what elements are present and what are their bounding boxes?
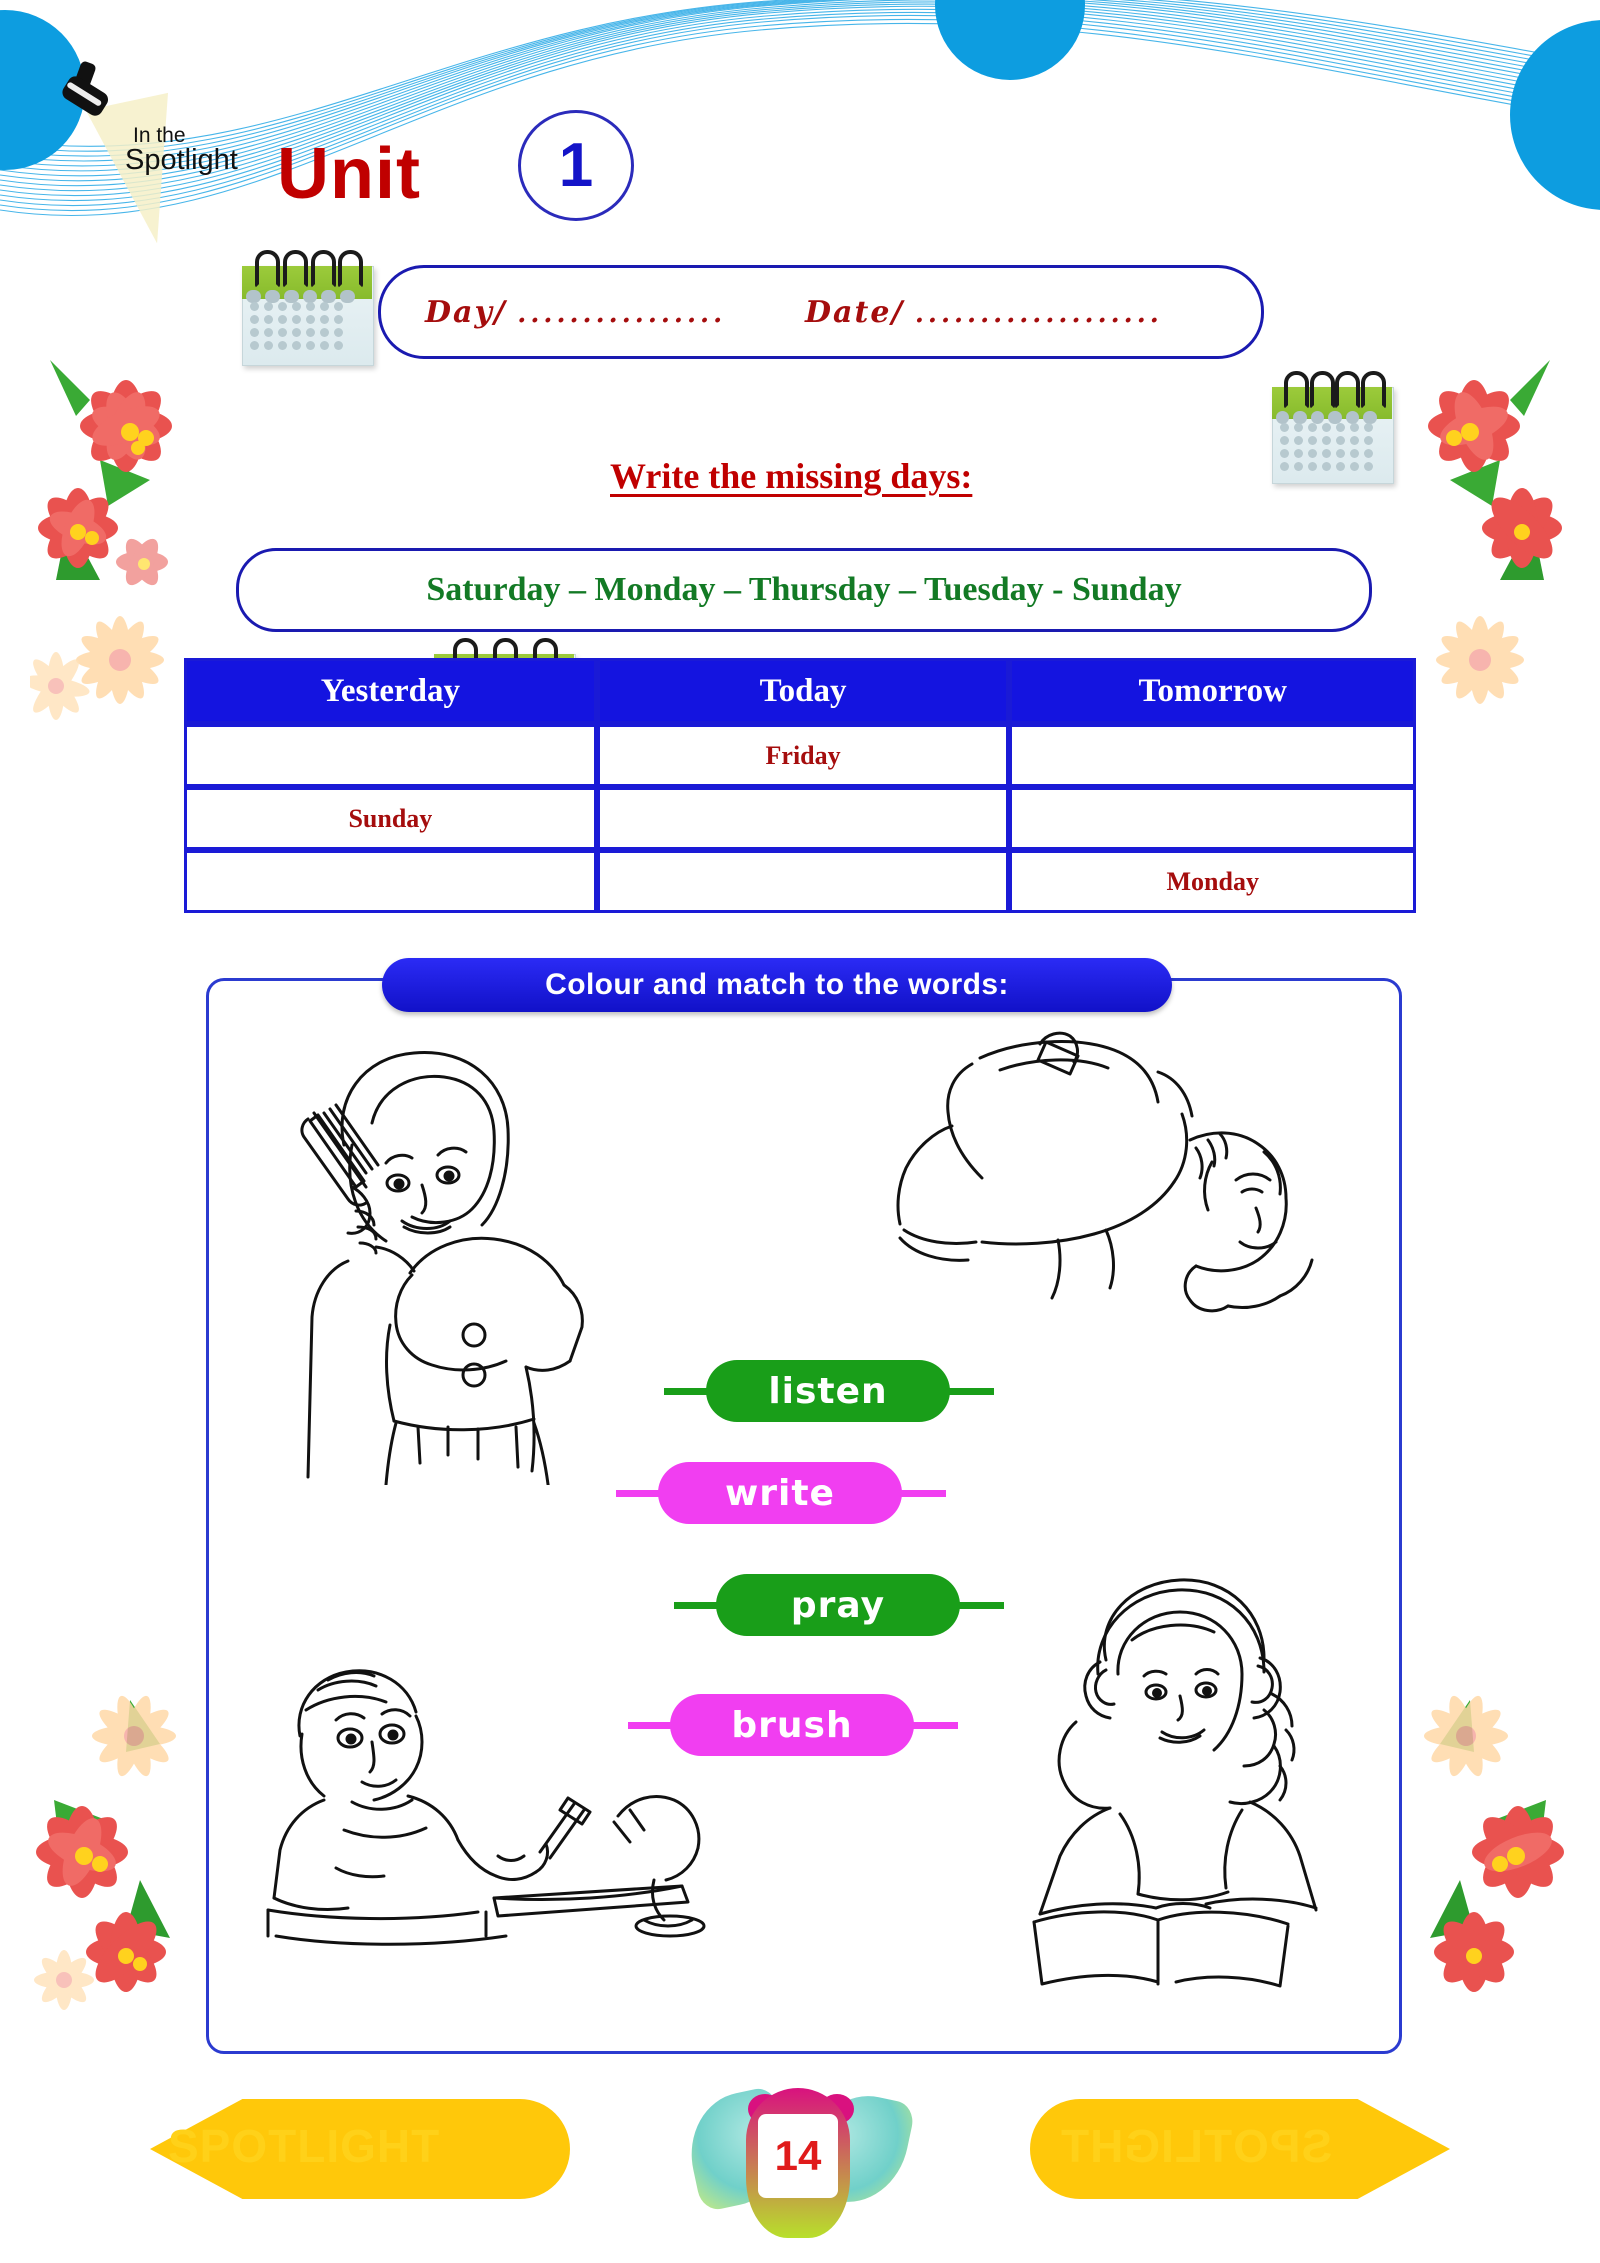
- flower-decoration-bottom-left: [30, 1680, 200, 2080]
- word-pill-pray[interactable]: [716, 1574, 960, 1636]
- picture-man-praying[interactable]: [860, 1030, 1380, 1330]
- cell-tomorrow-2[interactable]: [1009, 787, 1416, 850]
- word-pill-listen[interactable]: [706, 1360, 950, 1422]
- footer-brand-right: SPOTLIGHT: [1060, 2120, 1333, 2172]
- word-label-write: write: [725, 1472, 835, 1514]
- lead-line-pray-right: [956, 1602, 1004, 1609]
- exercise-1-title: Write the missing days:: [610, 456, 973, 496]
- word-pill-write[interactable]: [658, 1462, 902, 1524]
- page-number-badge: [700, 2088, 900, 2248]
- word-label-listen: listen: [768, 1370, 888, 1412]
- lead-line-listen-left: [664, 1388, 712, 1395]
- day-blank[interactable]: ................: [517, 298, 727, 329]
- picture-girl-listening-headphones[interactable]: [1010, 1570, 1360, 2000]
- cell-yesterday-3[interactable]: [184, 850, 597, 913]
- word-bank-pill: [236, 548, 1372, 632]
- decorative-circle-right: [1510, 20, 1600, 210]
- cell-tomorrow-3[interactable]: Monday: [1009, 850, 1416, 913]
- spotlight-logo-text: [125, 125, 238, 175]
- unit-number: 1: [558, 130, 594, 200]
- exercise-2-title: Colour and match to the words:: [545, 968, 1009, 1001]
- table-row: [184, 787, 1416, 850]
- table-row: [184, 850, 1416, 913]
- date-label: Date/: [805, 294, 905, 330]
- date-blank[interactable]: ...................: [914, 298, 1163, 329]
- exercise-2-banner: [382, 958, 1172, 1012]
- picture-girl-brushing-hair[interactable]: [252, 1035, 592, 1485]
- word-bank-text: Saturday – Monday – Thursday – Tuesday - Sunday: [426, 571, 1182, 608]
- lead-line-write-left: [616, 1490, 664, 1497]
- lead-line-pray-left: [674, 1602, 722, 1609]
- word-pill-brush[interactable]: [670, 1694, 914, 1756]
- cell-tomorrow-1[interactable]: [1009, 724, 1416, 787]
- cell-yesterday-1[interactable]: [184, 724, 597, 787]
- lead-line-write-right: [898, 1490, 946, 1497]
- footer-brand-left: SPOTLIGHT: [168, 2120, 441, 2172]
- logo-line-1: In the: [133, 124, 186, 147]
- decorative-circle-top: [935, 0, 1085, 80]
- spotlight-lamp-icon: [55, 58, 133, 136]
- calendar-icon-right: [1262, 365, 1382, 487]
- day-label: Day/: [425, 294, 507, 330]
- column-header-yesterday: Yesterday: [184, 658, 597, 724]
- word-label-pray: pray: [790, 1584, 886, 1626]
- unit-title: Unit: [277, 134, 421, 214]
- table-row: [184, 724, 1416, 787]
- page-number: 14: [774, 2132, 822, 2179]
- cell-today-1[interactable]: Friday: [597, 724, 1010, 787]
- cell-today-3[interactable]: [597, 850, 1010, 913]
- unit-number-circle: [518, 110, 634, 221]
- days-table: [184, 658, 1416, 913]
- flower-decoration-bottom-right: [1400, 1680, 1570, 2080]
- cell-today-2[interactable]: [597, 787, 1010, 850]
- logo-line-2: Spotlight: [125, 144, 238, 176]
- lead-line-listen-right: [946, 1388, 994, 1395]
- cell-yesterday-2[interactable]: Sunday: [184, 787, 597, 850]
- flower-decoration-top-right: [1400, 330, 1570, 730]
- badge-face: [758, 2114, 838, 2198]
- spotlight-logo: [40, 40, 270, 230]
- lead-line-brush-left: [628, 1722, 676, 1729]
- picture-boy-writing-at-desk[interactable]: [258, 1650, 718, 1980]
- day-date-box[interactable]: [378, 265, 1264, 359]
- lead-line-brush-right: [910, 1722, 958, 1729]
- table-header-row: [184, 658, 1416, 724]
- flower-decoration-top-left: [30, 330, 200, 730]
- word-label-brush: brush: [731, 1704, 853, 1746]
- column-header-today: Today: [597, 658, 1010, 724]
- calendar-icon-left: [232, 244, 362, 369]
- column-header-tomorrow: Tomorrow: [1009, 658, 1416, 724]
